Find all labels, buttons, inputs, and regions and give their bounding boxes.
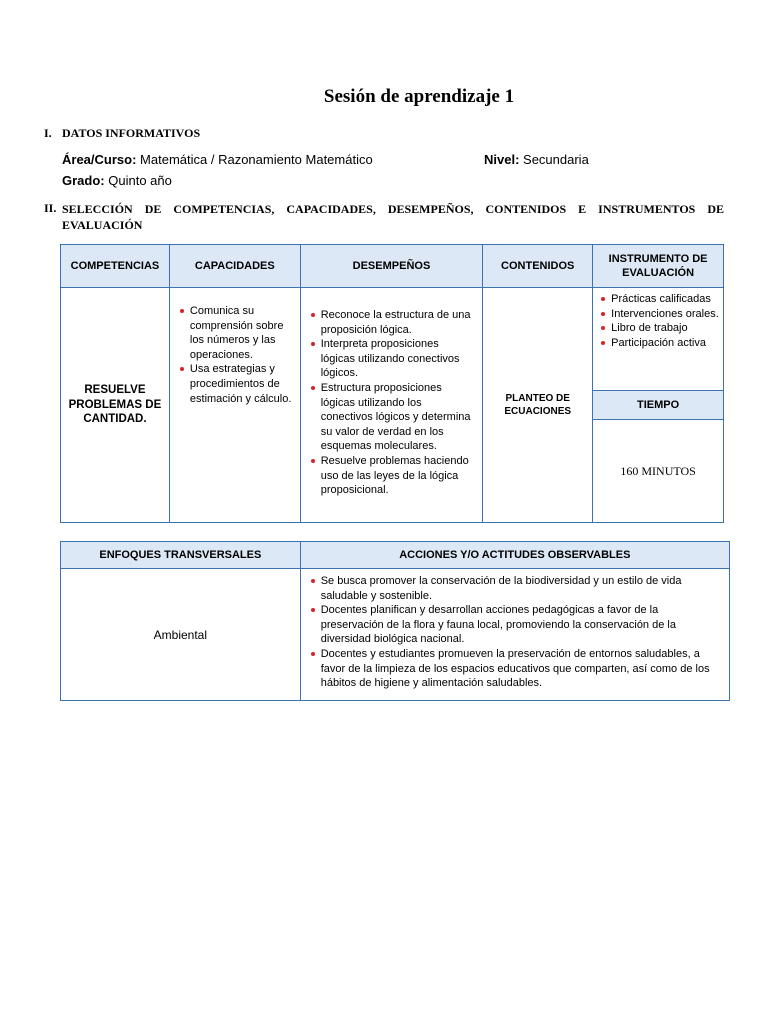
- grado-label: Grado:: [62, 173, 105, 188]
- page-title: Sesión de aprendizaje 1: [323, 86, 515, 107]
- list-item: Prácticas calificadas: [597, 292, 719, 307]
- capacidades-list: [176, 304, 294, 406]
- header-instrumento: INSTRUMENTO DE EVALUACIÓN: [593, 245, 724, 288]
- nivel: [484, 152, 589, 167]
- tiempo-value: 160 MINUTOS: [593, 420, 724, 523]
- header-desempenos: DESEMPEÑOS: [300, 245, 483, 288]
- capacidades-cell: [169, 288, 300, 523]
- grado: [62, 173, 172, 188]
- header-capacidades: CAPACIDADES: [169, 245, 300, 288]
- table-row: [61, 288, 724, 391]
- nivel-label: Nivel:: [484, 152, 520, 167]
- area-label: Área/Curso:: [62, 152, 137, 167]
- area-curso: [62, 152, 373, 167]
- enfoque-cell: Ambiental: [61, 569, 301, 701]
- area-value: Matemática / Razonamiento Matemático: [140, 152, 373, 167]
- table-row: [61, 569, 730, 701]
- header-competencias: COMPETENCIAS: [61, 245, 170, 288]
- acciones-cell: [300, 569, 729, 701]
- desempenos-cell: [300, 288, 483, 523]
- list-item: Usa estrategias y procedimientos de estimación y cálculo.: [176, 362, 294, 406]
- competencias-table: [60, 244, 724, 523]
- section-title: DATOS INFORMATIVOS: [62, 126, 201, 140]
- list-item: Estructura proposiciones lógicas utilizando los conectivos lógicos y determina su valor de verdad en los esquemas moleculares.: [307, 381, 475, 454]
- instrumentos-list: [597, 292, 719, 350]
- list-item: Se busca promover la conservación de la biodiversidad y un estilo de vida saludable y sostenible.: [307, 574, 723, 603]
- list-item: Interpreta proposiciones lógicas utilizando conectivos lógicos.: [307, 337, 475, 381]
- list-item: Intervenciones orales.: [597, 307, 719, 322]
- instrumentos-cell: [593, 288, 724, 391]
- header-acciones: ACCIONES Y/O ACTITUDES OBSERVABLES: [300, 542, 729, 569]
- section-title-line2: EVALUACIÓN: [62, 218, 143, 232]
- section-1-heading: [44, 126, 200, 141]
- section-2-heading: [44, 201, 724, 232]
- nivel-value: Secundaria: [523, 152, 589, 167]
- header-enfoques: ENFOQUES TRANSVERSALES: [61, 542, 301, 569]
- grado-value: Quinto año: [108, 173, 172, 188]
- contenidos-cell: PLANTEO DE ECUACIONES: [483, 288, 593, 523]
- section-number: II.: [44, 201, 57, 215]
- desempenos-list: [307, 308, 475, 498]
- enfoques-table: [60, 541, 730, 701]
- section-number: I.: [44, 126, 52, 140]
- list-item: Libro de trabajo: [597, 321, 719, 336]
- list-item: Participación activa: [597, 336, 719, 351]
- list-item: Comunica su comprensión sobre los números y las operaciones.: [176, 304, 294, 362]
- header-contenidos: CONTENIDOS: [483, 245, 593, 288]
- table-header-row: [61, 245, 724, 288]
- list-item: Reconoce la estructura de una proposición lógica.: [307, 308, 475, 337]
- list-item: Resuelve problemas haciendo uso de las leyes de la lógica proposicional.: [307, 454, 475, 498]
- table-header-row: [61, 542, 730, 569]
- competencia-cell: RESUELVE PROBLEMAS DE CANTIDAD.: [61, 288, 170, 523]
- section-title-line1: SELECCIÓN DE COMPETENCIAS, CAPACIDADES, DESEMPEÑOS, CONTENIDOS E INSTRUMENTOS DE: [62, 202, 724, 216]
- acciones-list: [307, 574, 723, 691]
- list-item: Docentes y estudiantes promueven la preservación de entornos saludables, a favor de la limpieza de los espacios educativos que comparten, así como de los hábitos de higiene y alimentación saludables.: [307, 647, 723, 691]
- list-item: Docentes planifican y desarrollan acciones pedagógicas a favor de la preservación de la flora y fauna local, promoviendo la conservación de la diversidad biológica nacional.: [307, 603, 723, 647]
- header-tiempo: TIEMPO: [593, 391, 724, 420]
